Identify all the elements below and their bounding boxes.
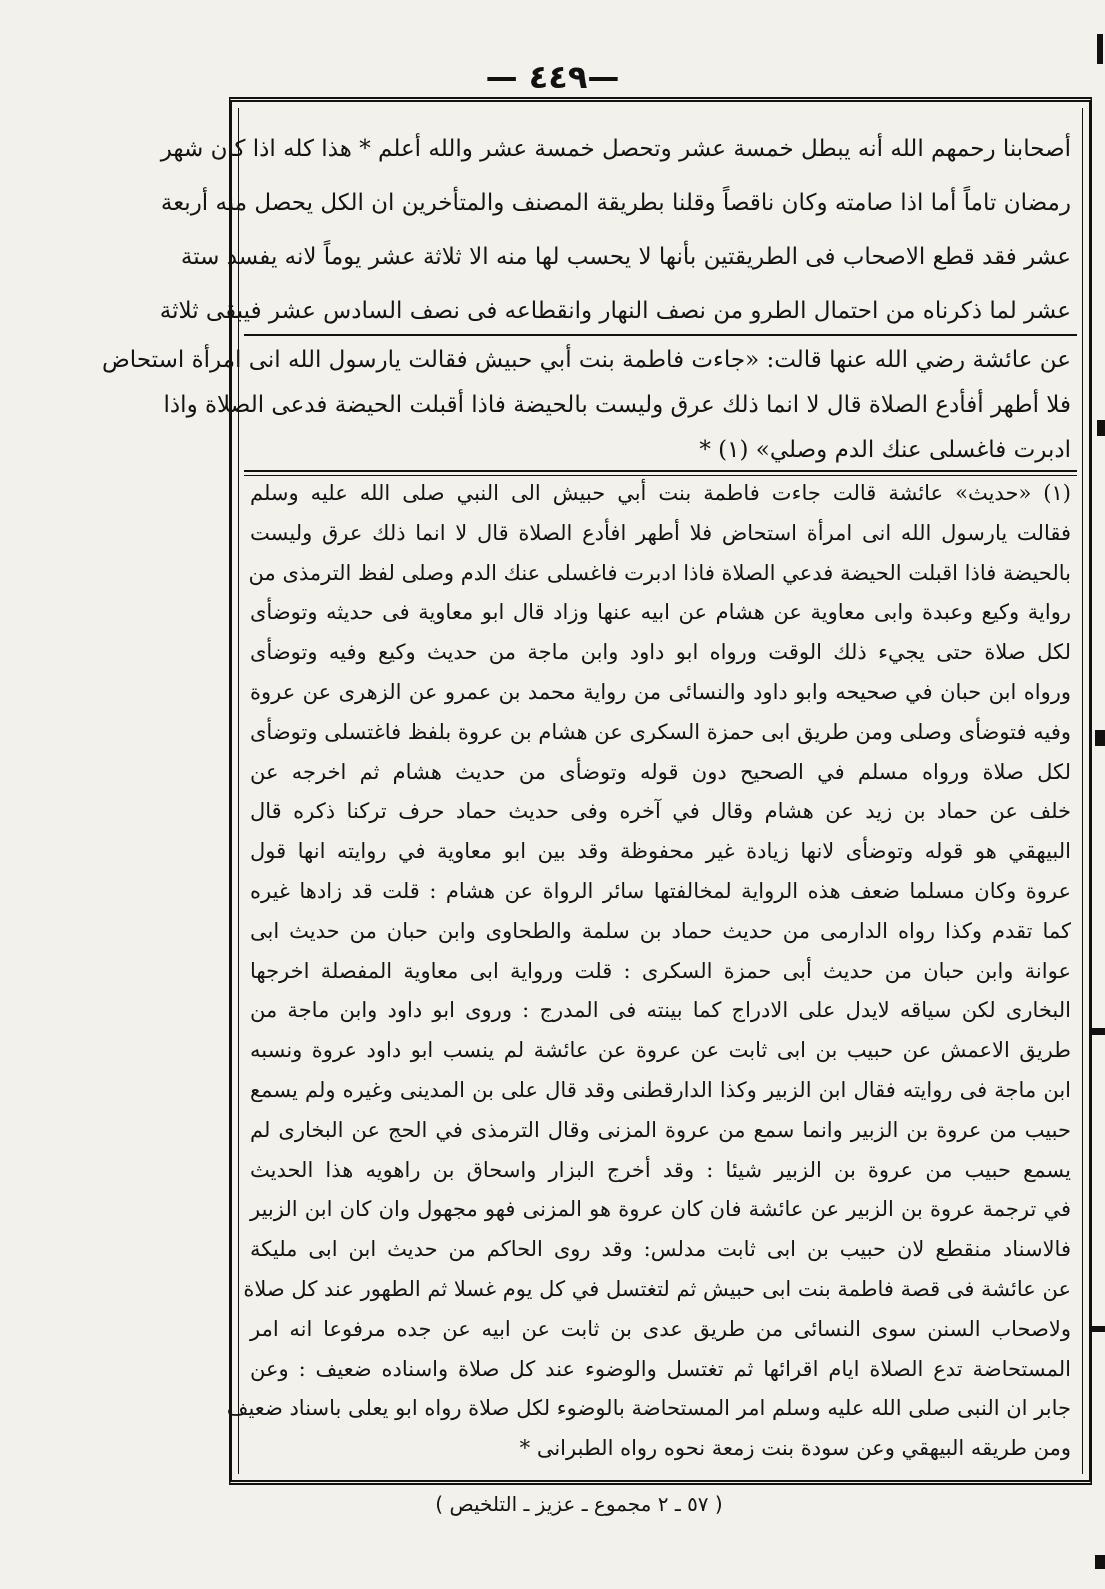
hadith-line: عن عائشة رضي الله عنها قالت: «جاءت فاطمة بنت أبي حبيش فقالت يارسول الله انى امرأة استحاض <box>102 347 1071 373</box>
footnotes-text <box>226 474 1071 1469</box>
page-number: — ٤٤٩— <box>485 58 620 96</box>
text-line: رمضان تاماً أما اذا صامته وكان ناقصاً وقلنا بطريقة المصنف والمتأخرين ان الكل يحصل منه أربعة <box>160 190 1071 216</box>
scan-edge-mark <box>1090 1028 1105 1035</box>
scan-edge-mark <box>1090 1326 1105 1332</box>
text-line: أصحابنا رحمهم الله أنه يبطل خمسة عشر وتحصل خمسة عشر والله أعلم * هذا كله اذا كان شهر <box>160 136 1071 162</box>
text-line: عشر فقد قطع الاصحاب فى الطريقتين بأنها لا يحسب لها منه الا ثلاثة عشر يوماً لانه يفسد ستة <box>180 244 1071 270</box>
footnote-line: كما تقدم وكذا رواه الدارمى من حديث حماد بن سلمة والطحاوى وابن حبان من حديث ابى <box>250 918 1071 943</box>
footnote-line: عروة وكان مسلما ضعف هذه الرواية لمخالفتها سائر الرواة عن هشام : قلت قد زادها غيره <box>250 878 1071 903</box>
section-divider <box>244 470 1077 472</box>
footnote-line: فالاسناد منقطع لان حبيب بن ابى ثابت مدلس: وقد روى الحاكم من حديث ابن ابى مليكة <box>250 1237 1071 1262</box>
footnote-line: جابر ان النبى صلى الله عليه وسلم امر المستحاضة بالوضوء لكل صلاة رواه ابو يعلى باسناد ضعيف <box>226 1396 1071 1421</box>
hadith-text <box>102 338 1071 473</box>
footnote-line: طريق الاعمش عن حبيب بن ابى ثابت عن عروة عن عائشة لم ينسب ابو داود عروة ونسبه <box>250 1038 1071 1063</box>
footnote-line: يسمع حبيب من عروة بن الزبير شيئا : وقد أخرج البزار واسحاق بن راهويه هذا الحديث <box>250 1157 1071 1182</box>
footnote-line: ابن ماجة فى روايته فقال ابن الزبير وكذا الدارقطنى وقد قال على بن المدينى وغيره ولم يسمع <box>250 1077 1071 1102</box>
main-text-continuation <box>159 122 1071 338</box>
footnote-line: البيهقي هو قوله وتوضأى لانها زيادة غير محفوظة وقد بين ابو معاوية في روايته انها قول <box>250 839 1071 864</box>
scan-edge-mark <box>1097 34 1103 64</box>
footnote-line: حبيب من عروة بن الزبير وانما سمع من عروة المزنى وقال الترمذى في الحج عن البخارى لم <box>250 1117 1071 1142</box>
footnote-line: فقالت يارسول الله انى امرأة استحاض فلا أطهر افأدع الصلاة قال لا انما ذلك عرق وليست <box>250 520 1071 545</box>
page-frame <box>102 97 1092 1485</box>
footnote-line: عوانة وابن حبان من حديث أبى حمزة السكرى : قلت ورواية ابى معاوية المفصلة اخرجها <box>250 958 1071 983</box>
footnote-line: عن عائشة فى قصة فاطمة بنت ابى حبيش ثم لتغتسل في كل يوم غسلا ثم الطهور عند كل صلاة <box>243 1276 1071 1301</box>
text-line: عشر لما ذكرناه من احتمال الطرو من نصف النهار وانقطاعه فى نصف السادس عشر فيبقى ثلاثة <box>159 298 1071 324</box>
footnote-line: المستحاضة تدع الصلاة ايام اقرائها ثم تغتسل والوضوء عند كل صلاة واسناده ضعيف : وعن <box>250 1356 1071 1381</box>
scan-edge-mark <box>1095 730 1105 746</box>
scan-edge-mark <box>1097 420 1105 436</box>
hadith-line: ادبرت فاغسلى عنك الدم وصلي» (١) * <box>699 437 1071 463</box>
footnote-line: رواية وكيع وعبدة وابى معاوية عن هشام عن ابيه عنها وزاد قال ابو معاوية فى حديثه وتوضأى <box>250 600 1071 625</box>
footnote-line: في ترجمة عروة بن الزبير عن عائشة فان كان عروة هو المزنى فهو مجهول وان كان ابن الزبير <box>250 1197 1071 1222</box>
footnote-line: لكل صلاة حتى يجيء ذلك الوقت ورواه ابو داود وابن ماجة من حديث وكيع وفيه وتوضأى <box>250 640 1071 665</box>
section-divider <box>244 334 1077 336</box>
footnote-line: بالحيضة فاذا اقبلت الحيضة فدعي الصلاة فاذا ادبرت فاغسلى عنك الدم وصلى لفظ الترمذى من <box>248 560 1071 585</box>
scan-edge-mark <box>1095 1555 1105 1569</box>
footnote-line: ومن طريقه البيهقي وعن سودة بنت زمعة نحوه رواه الطبرانى * <box>519 1436 1071 1461</box>
footnote-line: خلف عن حماد بن زيد عن هشام وقال في آخره وفى حديث حماد حرف تركنا ذكره قال <box>250 799 1071 824</box>
footnote-line: البخارى لكن سياقه لايدل على الادراج كما بينته فى المدرج : وروى ابو داود وابن ماجة من <box>250 998 1071 1023</box>
footnote-line: (١) «حديث» عائشة قالت جاءت فاطمة بنت أبي حبيش الى النبي صلى الله عليه وسلم <box>250 481 1071 505</box>
footnote-line: وفيه فتوضأى وصلى ومن طريق ابى حمزة السكرى عن هشام بن عروة بلفظ فاغتسلى وتوضأى <box>250 719 1071 744</box>
footnote-line: ورواه ابن حبان في صحيحه وابو داود والنسائى من رواية محمد بن عمرو عن الزهرى عن عروة <box>250 679 1071 704</box>
hadith-line: فلا أطهر أفأدع الصلاة قال لا انما ذلك عرق وليست بالحيضة فاذا أقبلت الحيضة فدعى الصلاة واذا <box>163 392 1071 418</box>
signature-footer: ( ٥٧ ـ ٢ مجموع ـ عزيز ـ التلخيص ) <box>435 1492 723 1516</box>
footnote-line: لكل صلاة ورواه مسلم في الصحيح دون قوله وتوضأى من حديث هشام ثم اخرجه عن <box>250 759 1071 784</box>
footnote-line: ولاصحاب السنن سوى النسائى من طريق عدى بن ثابت عن ابيه عن جده مرفوعا انه امر <box>250 1316 1071 1341</box>
